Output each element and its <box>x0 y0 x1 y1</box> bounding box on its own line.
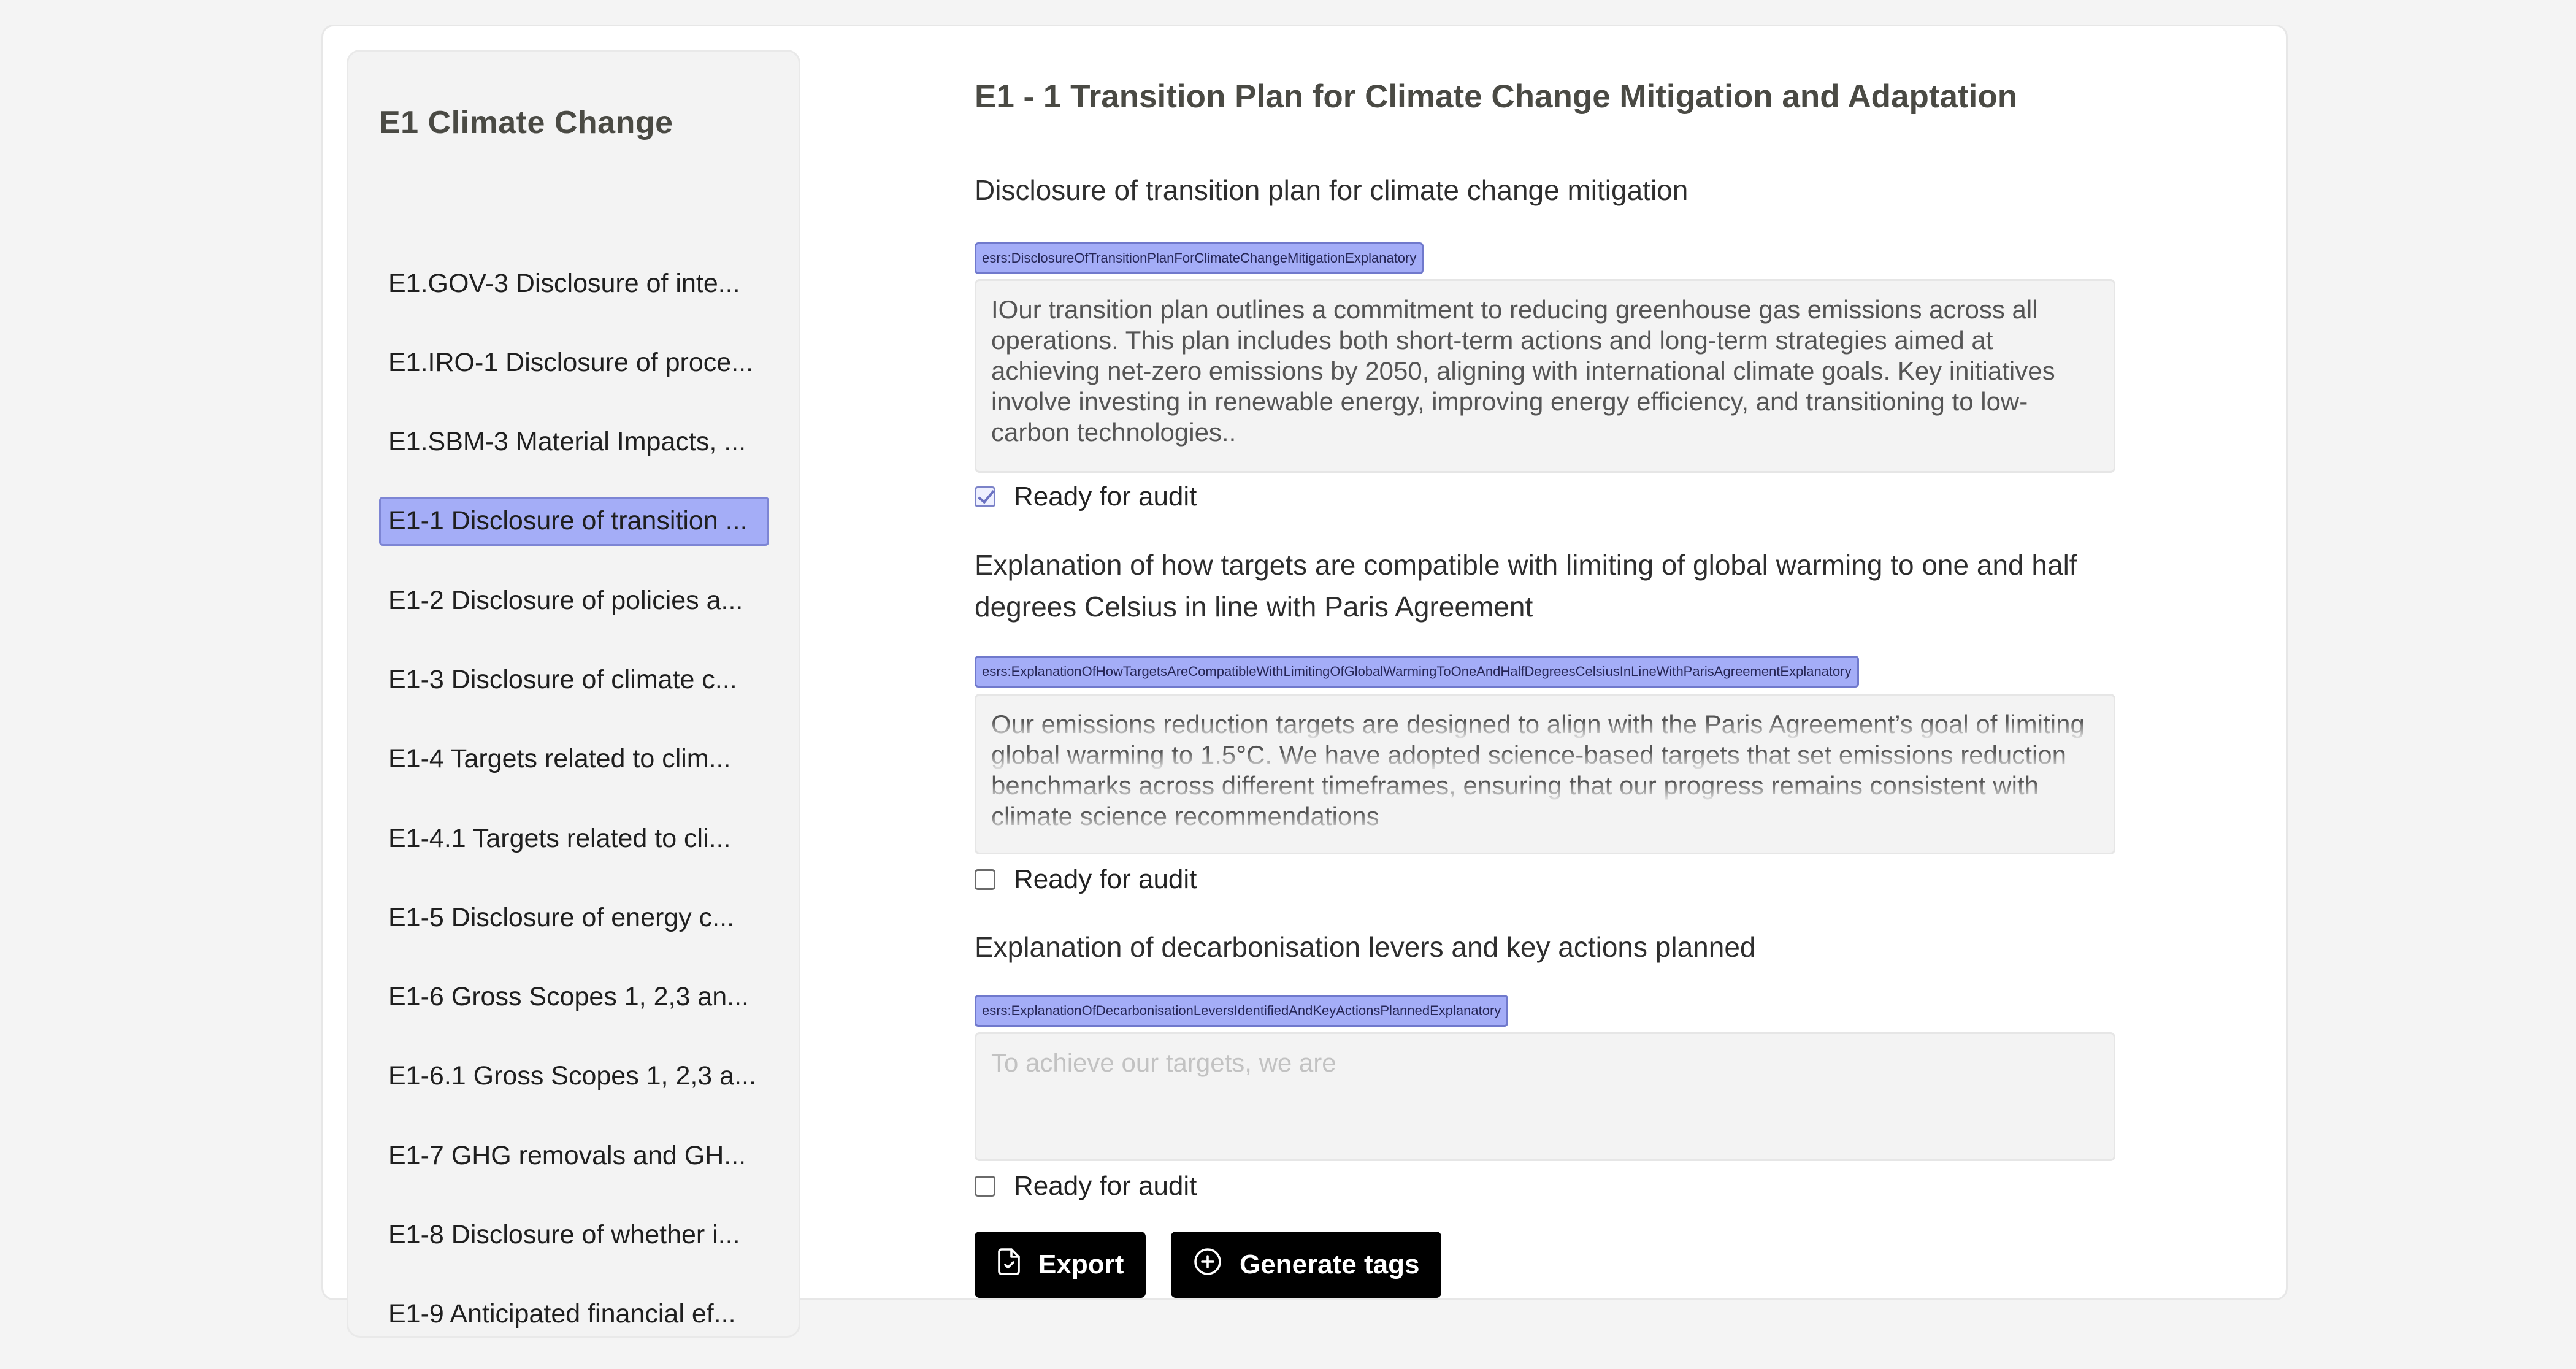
xbrl-tag[interactable]: esrs:ExplanationOfDecarbonisationLeversIdentifiedAndKeyActionsPlannedExplanatory <box>975 995 1508 1027</box>
paris-alignment-text: Our emissions reduction targets are designed to align with the Paris Agreement’s goal of limiting global warming to 1.5°C. We have adopted science-based targets that set emissions reduction benchmarks across different timeframes, ensuring that our progress remains consistent with climate science recommendations <box>991 710 2085 830</box>
xbrl-tag[interactable]: esrs:DisclosureOfTransitionPlanForClimateChangeMitigationExplanatory <box>975 242 1424 274</box>
section-heading-decarbonisation: Explanation of decarbonisation levers and key actions planned <box>975 931 1756 963</box>
sidebar-item-e1-gov-3[interactable] <box>379 259 769 308</box>
transition-plan-textarea[interactable]: IOur transition plan outlines a commitment to reducing greenhouse gas emissions across all operations. This plan includes both short-term actions and long-term strategies aimed at achieving net-zero emissions by 2050, aligning with international climate goals. Key initiatives involve investing in renewable energy, improving energy efficiency, and transitioning to low-carbon technologies.. <box>975 279 2115 473</box>
sidebar-item-e1-sbm-3[interactable] <box>379 418 769 467</box>
sidebar-item-label: E1.SBM-3 Material Impacts, ... <box>388 427 746 457</box>
page-title-code: E1 - 1 <box>975 79 1062 115</box>
sidebar-item-label: E1.GOV-3 Disclosure of inte... <box>388 268 740 298</box>
decarbonisation-textarea[interactable] <box>975 1032 2115 1161</box>
page-title <box>975 78 2017 115</box>
sidebar-item-label: E1-3 Disclosure of climate c... <box>388 664 737 694</box>
ready-for-audit-label: Ready for audit <box>1014 864 1197 894</box>
sidebar-item-e1-iro-1[interactable] <box>379 338 769 387</box>
sidebar-item-e1-4-1[interactable] <box>379 814 769 863</box>
sidebar-item-label: E1-1 Disclosure of transition ... <box>388 506 748 536</box>
file-check-icon <box>997 1248 1021 1283</box>
ready-for-audit-checkbox[interactable] <box>975 869 995 890</box>
generate-tags-button-label: Generate tags <box>1240 1249 1420 1279</box>
sidebar-item-label: E1-8 Disclosure of whether i... <box>388 1220 740 1250</box>
sidebar-item-label: E1-4.1 Targets related to cli... <box>388 823 731 853</box>
sidebar-item-e1-5[interactable] <box>379 893 769 942</box>
sidebar-item-e1-4[interactable] <box>379 735 769 784</box>
ready-for-audit-row <box>975 1171 1197 1202</box>
decarbonisation-text: To achieve our targets, we are <box>991 1048 1336 1077</box>
sidebar-item-e1-7[interactable] <box>379 1131 769 1180</box>
sidebar-item-e1-6[interactable] <box>379 973 769 1022</box>
sidebar-item-e1-3[interactable] <box>379 655 769 704</box>
section-heading-paris-alignment: Explanation of how targets are compatible with limiting of global warming to one and half degrees Celsius in line with Paris Agreement <box>975 549 2077 623</box>
ready-for-audit-label: Ready for audit <box>1014 1171 1197 1201</box>
ready-for-audit-label: Ready for audit <box>1014 481 1197 512</box>
sidebar-item-label: E1-6 Gross Scopes 1, 2,3 an... <box>388 982 749 1012</box>
section-heading-transition-plan: Disclosure of transition plan for climate change mitigation <box>975 174 1689 206</box>
sidebar-item-label: E1-7 GHG removals and GH... <box>388 1140 746 1170</box>
paris-alignment-textarea[interactable] <box>975 694 2115 854</box>
export-button[interactable] <box>975 1232 1146 1298</box>
sidebar-item-label: E1-6.1 Gross Scopes 1, 2,3 a... <box>388 1061 756 1091</box>
ready-for-audit-row <box>975 864 1197 895</box>
main-card <box>321 25 2288 1329</box>
export-button-label: Export <box>1038 1249 1124 1279</box>
xbrl-tag[interactable]: esrs:ExplanationOfHowTargetsAreCompatibleWithLimitingOfGlobalWarmingToOneAndHalfDegreesCelsiusInLineWithParisAgreementExplanatory <box>975 656 1859 688</box>
sidebar-item-label: E1-4 Targets related to clim... <box>388 744 731 774</box>
sidebar-item-label: E1-2 Disclosure of policies a... <box>388 585 743 615</box>
ready-for-audit-checkbox[interactable] <box>975 486 995 507</box>
ready-for-audit-checkbox[interactable] <box>975 1176 995 1197</box>
sidebar-item-label: E1.IRO-1 Disclosure of proce... <box>388 347 754 377</box>
sidebar-item-e1-8[interactable] <box>379 1211 769 1260</box>
sidebar-item-e1-6-1[interactable] <box>379 1052 769 1101</box>
sidebar-item-e1-2[interactable] <box>379 576 769 625</box>
plus-circle-icon <box>1193 1247 1222 1283</box>
sidebar-item-e1-9[interactable] <box>379 1290 769 1339</box>
page-title-text: Transition Plan for Climate Change Mitigation and Adaptation <box>1070 79 2018 115</box>
sidebar-item-e1-1[interactable] <box>379 497 769 546</box>
sidebar-item-label: E1-9 Anticipated financial ef... <box>388 1299 736 1329</box>
generate-tags-button[interactable] <box>1171 1232 1441 1298</box>
sidebar <box>347 50 800 1338</box>
sidebar-nav <box>379 259 769 1369</box>
ready-for-audit-row <box>975 481 1197 512</box>
sidebar-title: E1 Climate Change <box>379 105 673 140</box>
sidebar-item-label: E1-5 Disclosure of energy c... <box>388 902 735 932</box>
